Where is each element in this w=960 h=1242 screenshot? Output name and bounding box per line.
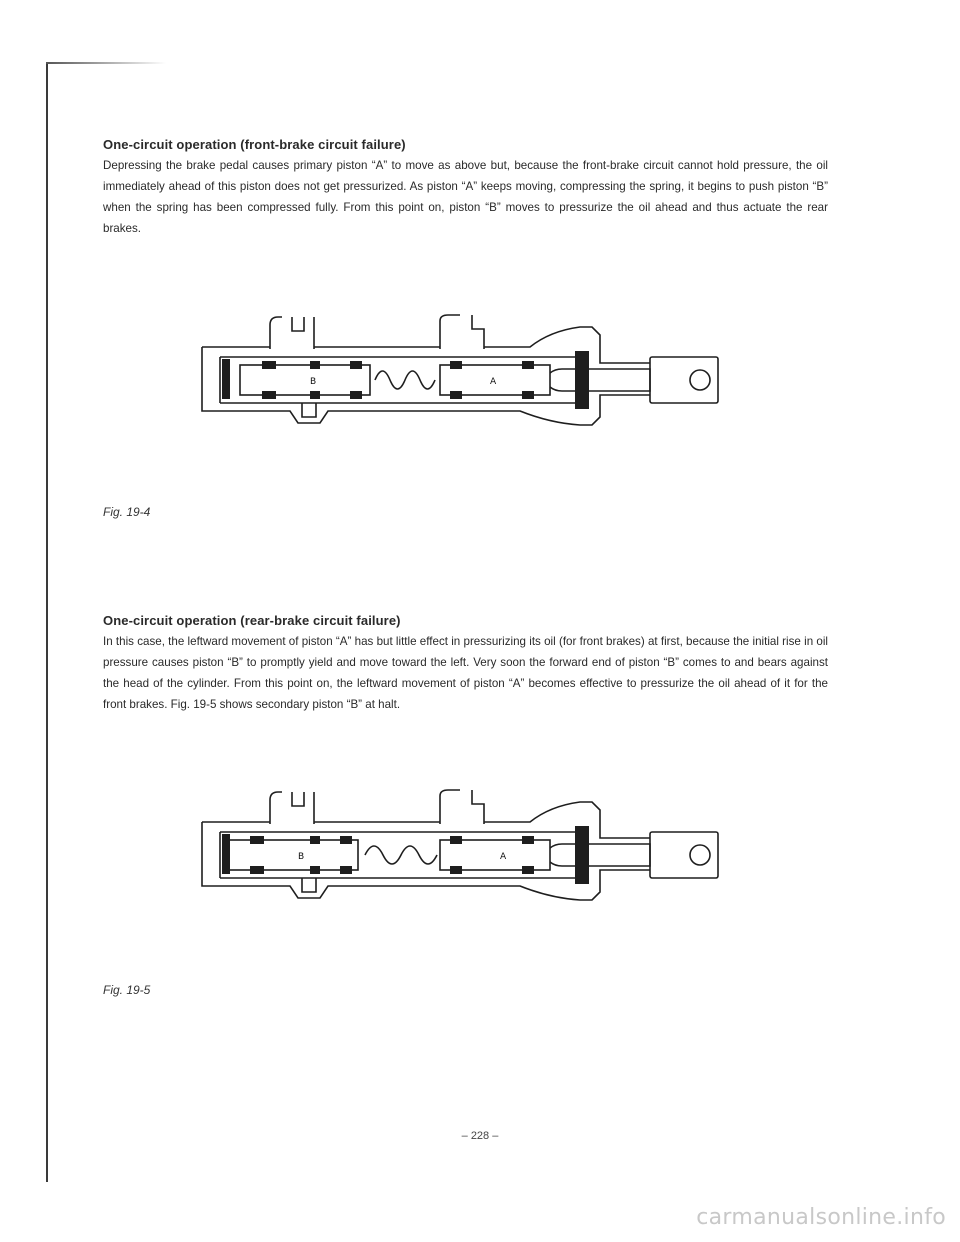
secondary-piston-b: [240, 365, 370, 395]
clevis: [650, 357, 718, 403]
section-body: In this case, the leftward movement of piston “A” has but little effect in pressurizing its oil (for front brakes) at first, because the initial rise in oil pressure causes piston “B” to promptly yield and move toward the left. Very soon the forward end of piston “B” comes to and bears against the head of the cylinder. From this point on, the leftward movement of piston “A” becomes effective to pressurize the oil ahead of it for the front brakes. Fig. 19-5 shows secondary piston “B” at halt.: [103, 635, 828, 711]
label-b: B: [310, 377, 317, 387]
section-heading: One-circuit operation (front-brake circuit failure): [103, 137, 406, 152]
figure-caption: Fig. 19-5: [103, 983, 151, 997]
outlet-valve: [302, 878, 316, 892]
top-rule: [46, 62, 166, 64]
secondary-piston-b: [228, 840, 358, 870]
label-a: A: [500, 852, 507, 862]
section-body: Depressing the brake pedal causes primary piston “A” to move as above but, because the front-brake circuit cannot hold pressure, the oil immediately ahead of this piston does not get pressurized. As piston “A” keeps moving, compressing the spring, it begins to push piston “B” when the spring has been compressed fully. From this point on, piston “B” moves to pressurize the oil ahead and thus actuate the rear brakes.: [103, 159, 828, 235]
clevis-pin-hole: [690, 845, 710, 865]
label-b: B: [298, 852, 305, 862]
figure-caption: Fig. 19-4: [103, 505, 151, 519]
reservoir-port-rear: [270, 792, 314, 824]
cylinder-end-cap: [222, 359, 230, 399]
return-spring: [375, 371, 435, 389]
left-margin-rule: [46, 62, 48, 1182]
reservoir-port-rear: [270, 317, 314, 349]
piston-stop-plate: [575, 351, 589, 409]
clevis: [650, 832, 718, 878]
clevis-pin-hole: [690, 370, 710, 390]
master-cylinder-diagram-fig-19-4: [200, 313, 740, 433]
section-rear-brake-failure: [103, 613, 828, 715]
push-rod: [550, 369, 650, 391]
return-spring: [365, 846, 437, 864]
watermark: carmanualsonline.info: [696, 1205, 946, 1230]
push-rod: [550, 844, 650, 866]
section-front-brake-failure: [103, 137, 828, 239]
primary-piston-a: [440, 840, 550, 870]
master-cylinder-diagram-fig-19-5: [200, 788, 740, 908]
piston-stop-plate: [575, 826, 589, 884]
section-heading: One-circuit operation (rear-brake circuit failure): [103, 613, 401, 628]
cylinder-end-cap: [222, 834, 230, 874]
reservoir-port-front: [440, 790, 484, 824]
reservoir-port-front: [440, 315, 484, 349]
label-a: A: [490, 377, 497, 387]
page-number: – 228 –: [461, 1130, 499, 1142]
outlet-valve: [302, 403, 316, 417]
